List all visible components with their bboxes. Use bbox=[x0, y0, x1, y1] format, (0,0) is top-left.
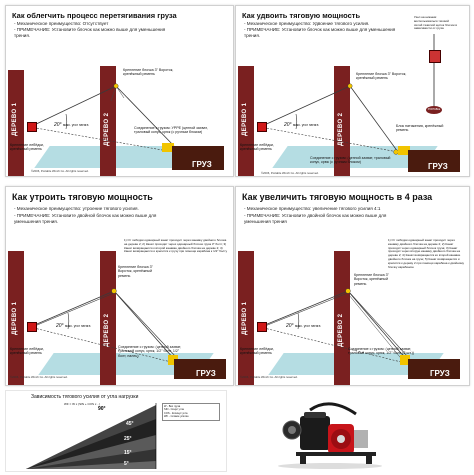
angle-25-label: 25° bbox=[124, 436, 132, 442]
angle-chart-formula: WF = W x (SIN + COS x ..) bbox=[64, 402, 100, 406]
callout-winch-mount: Крепление лебёдки, крепёжный ремень bbox=[240, 347, 274, 356]
copyright: ©2006, Portable Winch Co. All rights reserved. bbox=[261, 171, 319, 175]
angle-45-label: 45° bbox=[126, 421, 134, 427]
panel-bullet: - ПРИМЕЧАНИЕ: Установите двойной блочок как можно выше для уменьшения трения bbox=[244, 213, 387, 224]
angle-legend bbox=[162, 403, 220, 421]
winch bbox=[257, 322, 267, 332]
tree-1-label: ДЕРЕВО 1 bbox=[242, 102, 248, 136]
callout-load-connection: Соединение с грузом: (цепной захват, траловый конус, крюк, 1/2" болт, 1/2" болт, палец) bbox=[118, 345, 182, 358]
callout-winch-mount: Крепление лебёдки, крепёжный ремень bbox=[10, 143, 44, 152]
angle-label: 20° макс. угол натяга bbox=[54, 122, 89, 128]
panel-bullet: - ПРИМЕЧАНИЕ: Установите двойной блочок как можно выше для уменьшения трения. bbox=[14, 213, 157, 224]
tree-2-label: ДЕРЕВО 2 bbox=[104, 313, 110, 347]
callout-pulley: Крепление блочка 3" Вороток, крепёжный ремень bbox=[354, 273, 389, 286]
winch bbox=[257, 122, 267, 132]
tree-2-label: ДЕРЕВО 2 bbox=[338, 112, 344, 146]
copyright: ©2006, Portable Winch Co. All rights reserved. bbox=[31, 169, 89, 173]
diagram-panel-3 bbox=[5, 186, 234, 386]
panel-bullet: - Механическое преимущество: Отсутствует bbox=[14, 21, 109, 26]
load-label: ГРУЗ bbox=[196, 369, 216, 378]
angle-label: 20° макс. угол натяга bbox=[286, 323, 321, 329]
callout-winch-mount: Крепление лебёдки, крепёжный ремень bbox=[10, 347, 44, 356]
panel-bullet: - ПРИМЕЧАНИЕ: Установите блочок как можно выше для уменьшения трения. bbox=[14, 27, 166, 38]
angle-chart-title: Зависимость тягового усилия от угла нагрузки bbox=[31, 394, 139, 400]
callout-load-connection: Соединение с грузом: УРРЕ (цепной захват, траловый конус, крюк (с ручным блоком) bbox=[134, 126, 208, 135]
pulley-tag: PORTABLE WINCH bbox=[427, 108, 441, 119]
legend-item: SIN - Синус угла bbox=[164, 408, 184, 412]
angle-90-label: 90° bbox=[98, 406, 106, 412]
panel-title: Как облегчить процесс перетягивания груза bbox=[12, 11, 177, 20]
callout-load-connection: Соединение с грузом: (цепной захват, траловый конус, крюк (с ручным блоком) bbox=[310, 156, 391, 165]
angle-15-label: 15° bbox=[124, 450, 132, 456]
callout-pulley: Крепление блочка 3" Вороток, крепёжный ремень bbox=[123, 68, 174, 77]
diagram-panel-2 bbox=[235, 5, 470, 177]
load-label: ГРУЗ bbox=[430, 369, 450, 378]
callout-tension-block: Блок натяжения, крепёжный ремень bbox=[396, 124, 444, 133]
diagram-panel-1 bbox=[5, 5, 234, 177]
callout-winch-mount: Крепление лебёдки, крепёжный ремень bbox=[240, 143, 274, 152]
panel-bullet: - Механическое преимущество: увеличение тягового усилия 4:1 bbox=[244, 206, 381, 211]
legend-item: COS - Косинус угла bbox=[164, 411, 188, 415]
rigging-steps: 1) От лебёдки одинарный канат проходит через канавку двойного блочка на дереве 2; 2) Канат проходит через одинарный блочок груза; 3) Канат проходит через вторую канавку двойного блочка на дереве 2; 4) Канат возвращается ко второй канавке двойного блочка на грузе; 5) Канат возвращается и крепится к дереву 2 при помощи карабина к двойному блочку карабином. bbox=[388, 238, 464, 269]
callout-pulley: Крепление блочка 3" Вороток, крепёжный ремень bbox=[356, 72, 407, 81]
rigging-steps: 1) От лебёдки одинарный канат проходит через канавку двойного блочка на дереве 2; 2) Канат проходит через одинарный блочок груза 3" болт; 3) Канат возвращается к второй канавке двойного блочка на дереве 2; 4) Канат возвращается и крепится к грузу при помощи карабина к 1/2" болту bbox=[124, 238, 228, 254]
winch-product-image bbox=[240, 390, 468, 470]
tree-2-label: ДЕРЕВО 2 bbox=[104, 112, 110, 146]
tree-2-label: ДЕРЕВО 2 bbox=[338, 313, 344, 347]
panel-bullet: - ПРИМЕЧАНИЕ: Установите блочок как можно выше для уменьшения трения. bbox=[244, 27, 396, 38]
diagram-panel-4 bbox=[235, 186, 470, 386]
winch bbox=[27, 322, 37, 332]
angle-5-label: 5° bbox=[124, 461, 129, 467]
copyright: ©2006, Portable Winch Co. All rights reserved. bbox=[240, 375, 298, 379]
winch bbox=[27, 122, 37, 132]
panel-title: Как удвоить тяговую мощность bbox=[242, 11, 361, 20]
callout-load-connection: Соединение с грузом: (цепной захват, траловый конус, крюк, 1/2" болт (2 шт.)) bbox=[348, 347, 414, 356]
load-label: ГРУЗ bbox=[192, 160, 212, 169]
callout-pulley: Крепление блочка 3" Вороток, крепёжный ремень bbox=[118, 265, 153, 278]
side-note: Узел на нижнем: воспользоваться тяговой силой тяжёлой щиток блочок в зависимости от груза bbox=[414, 15, 458, 31]
angle-label: 20° макс. угол натяга bbox=[56, 323, 91, 329]
angle-chart-panel bbox=[5, 390, 227, 472]
hanging-winch-device bbox=[429, 50, 441, 63]
panel-bullet: - Механическое преимущество: утроение тягового усилия. bbox=[14, 206, 139, 211]
tree-1-label: ДЕРЕВО 1 bbox=[12, 102, 18, 136]
load-label: ГРУЗ bbox=[428, 162, 448, 171]
copyright: ©2006, Portable Winch Co. All rights reserved. bbox=[10, 375, 68, 379]
portable-winch-illustration bbox=[240, 390, 468, 470]
tree-1-label: ДЕРЕВО 1 bbox=[242, 301, 248, 335]
panel-bullet: - Механическое преимущество: Удвоение тягового усилия. bbox=[244, 21, 370, 26]
panel-title: Как увеличить тяговую мощность в 4 раза bbox=[242, 192, 433, 202]
legend-item: W - Вес груза bbox=[164, 405, 181, 408]
tree-1-label: ДЕРЕВО 1 bbox=[12, 301, 18, 335]
angle-label: 20° макс. угол натяга bbox=[284, 122, 319, 128]
panel-title: Как утроить тяговую мощность bbox=[12, 192, 153, 202]
legend-item: WF - тяговое усилие bbox=[164, 415, 189, 419]
